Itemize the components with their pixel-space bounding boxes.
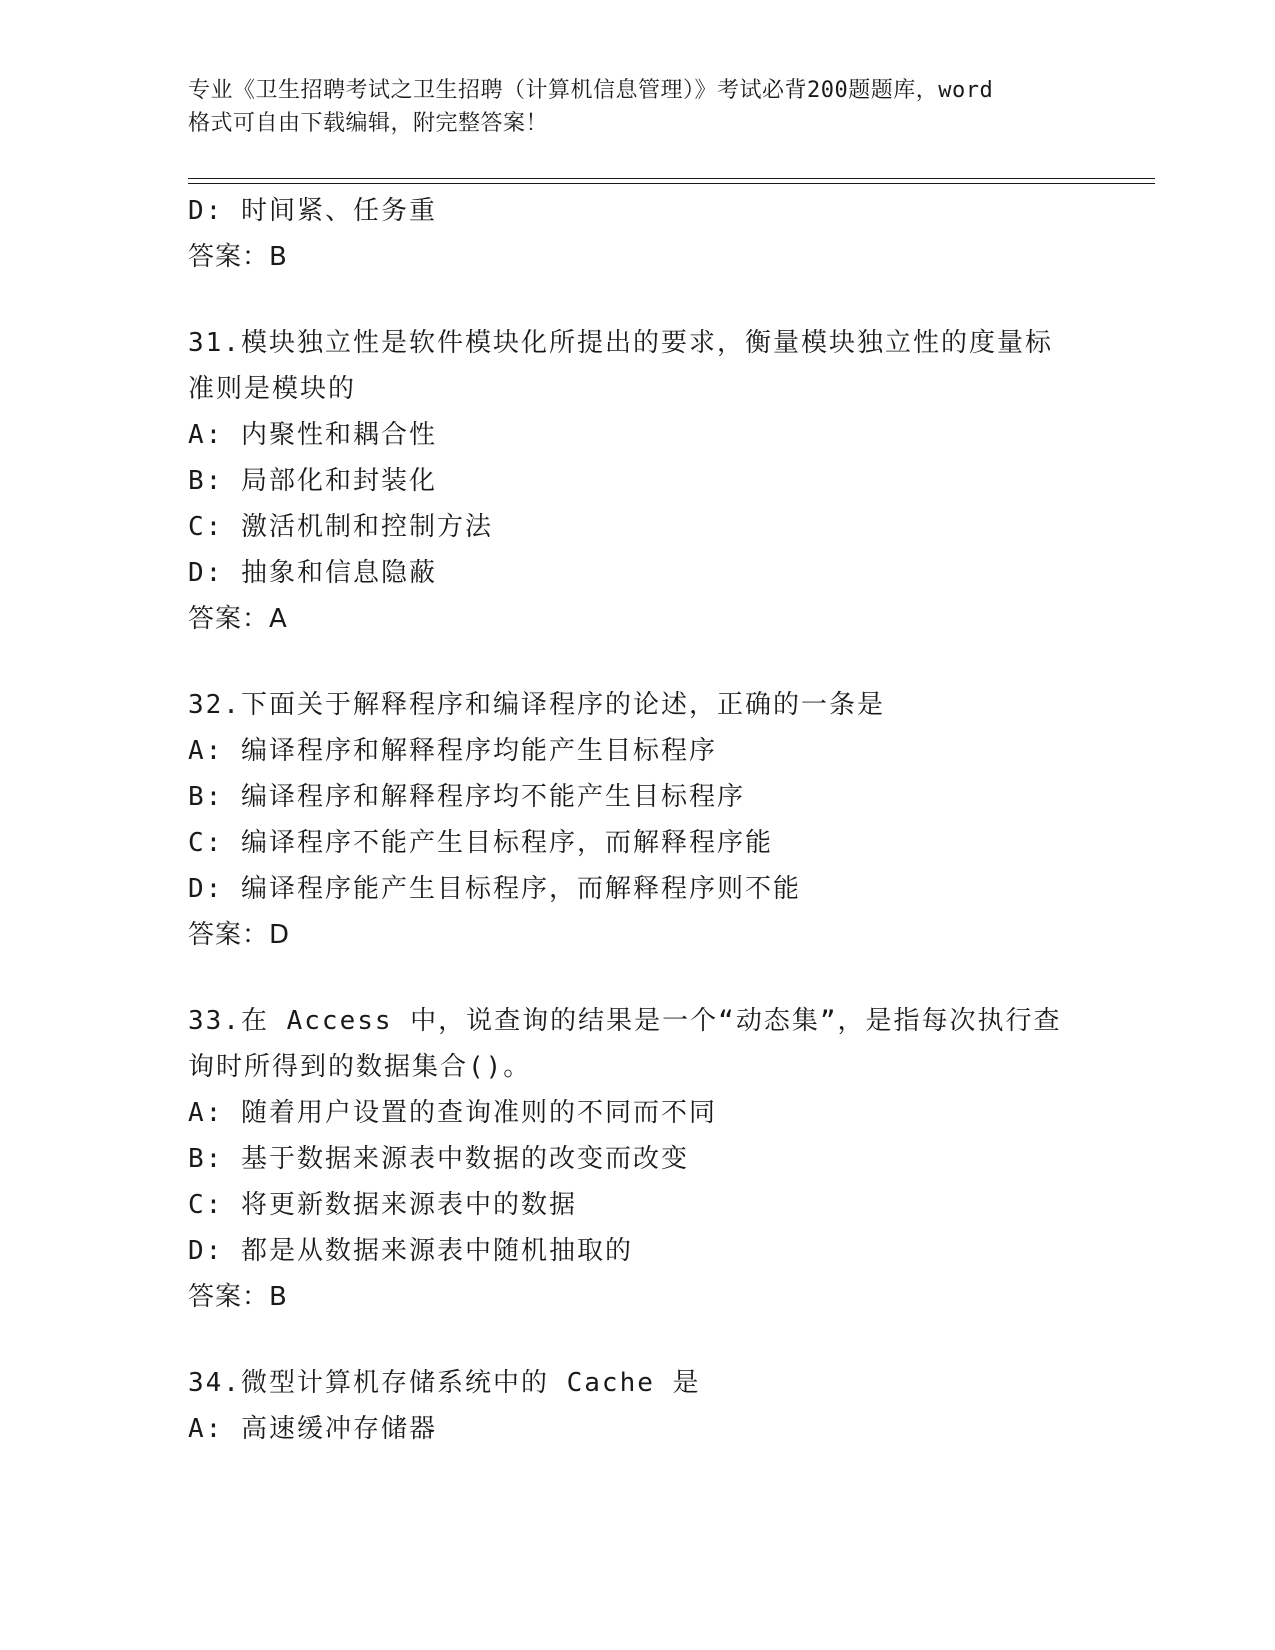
option-d: D: 时间紧、任务重 (188, 196, 437, 226)
answer-line: 答案：A (188, 604, 288, 634)
option-c: C: 编译程序不能产生目标程序，而解释程序能 (188, 828, 773, 858)
option-b: B: 局部化和封装化 (188, 466, 437, 496)
option-c: C: 将更新数据来源表中的数据 (188, 1190, 577, 1220)
question-block-34 (188, 1360, 1088, 1452)
question-block-32 (188, 682, 1088, 958)
option-a: A: 内聚性和耦合性 (188, 420, 437, 450)
question-list (188, 188, 1088, 1492)
option-d: D: 抽象和信息隐蔽 (188, 558, 437, 588)
answer-line: 答案：D (188, 920, 291, 950)
header-line-2: 格式可自由下载编辑，附完整答案！ (188, 111, 549, 136)
option-a: A: 高速缓冲存储器 (188, 1414, 437, 1444)
question-block-33 (188, 998, 1088, 1320)
header-line-1: 专业《卫生招聘考试之卫生招聘（计算机信息管理）》考试必背200题题库，word (188, 78, 994, 103)
option-d: D: 编译程序能产生目标程序，而解释程序则不能 (188, 874, 801, 904)
document-header (188, 74, 1088, 140)
option-a: A: 随着用户设置的查询准则的不同而不同 (188, 1098, 717, 1128)
question-title-line-1: 32.下面关于解释程序和编译程序的论述，正确的一条是 (188, 690, 885, 720)
question-title-line-1: 31.模块独立性是软件模块化所提出的要求，衡量模块独立性的度量标 (188, 328, 1053, 358)
option-d: D: 都是从数据来源表中随机抽取的 (188, 1236, 633, 1266)
question-block-31 (188, 320, 1088, 642)
question-title-line-1: 34.微型计算机存储系统中的 Cache 是 (188, 1368, 701, 1398)
answer-line: 答案：B (188, 1282, 288, 1312)
question-title-line-2: 准则是模块的 (188, 374, 357, 404)
question-block-30 (188, 188, 1088, 280)
option-a: A: 编译程序和解释程序均能产生目标程序 (188, 736, 717, 766)
question-title-line-1: 33.在 Access 中，说查询的结果是一个“动态集”，是指每次执行查 (188, 1006, 1062, 1036)
option-b: B: 基于数据来源表中数据的改变而改变 (188, 1144, 689, 1174)
header-divider-top (188, 178, 1155, 179)
option-b: B: 编译程序和解释程序均不能产生目标程序 (188, 782, 745, 812)
question-title-line-2: 询时所得到的数据集合()。 (188, 1052, 532, 1082)
header-divider-bottom (188, 183, 1155, 184)
option-c: C: 激活机制和控制方法 (188, 512, 493, 542)
answer-line: 答案：B (188, 242, 288, 272)
